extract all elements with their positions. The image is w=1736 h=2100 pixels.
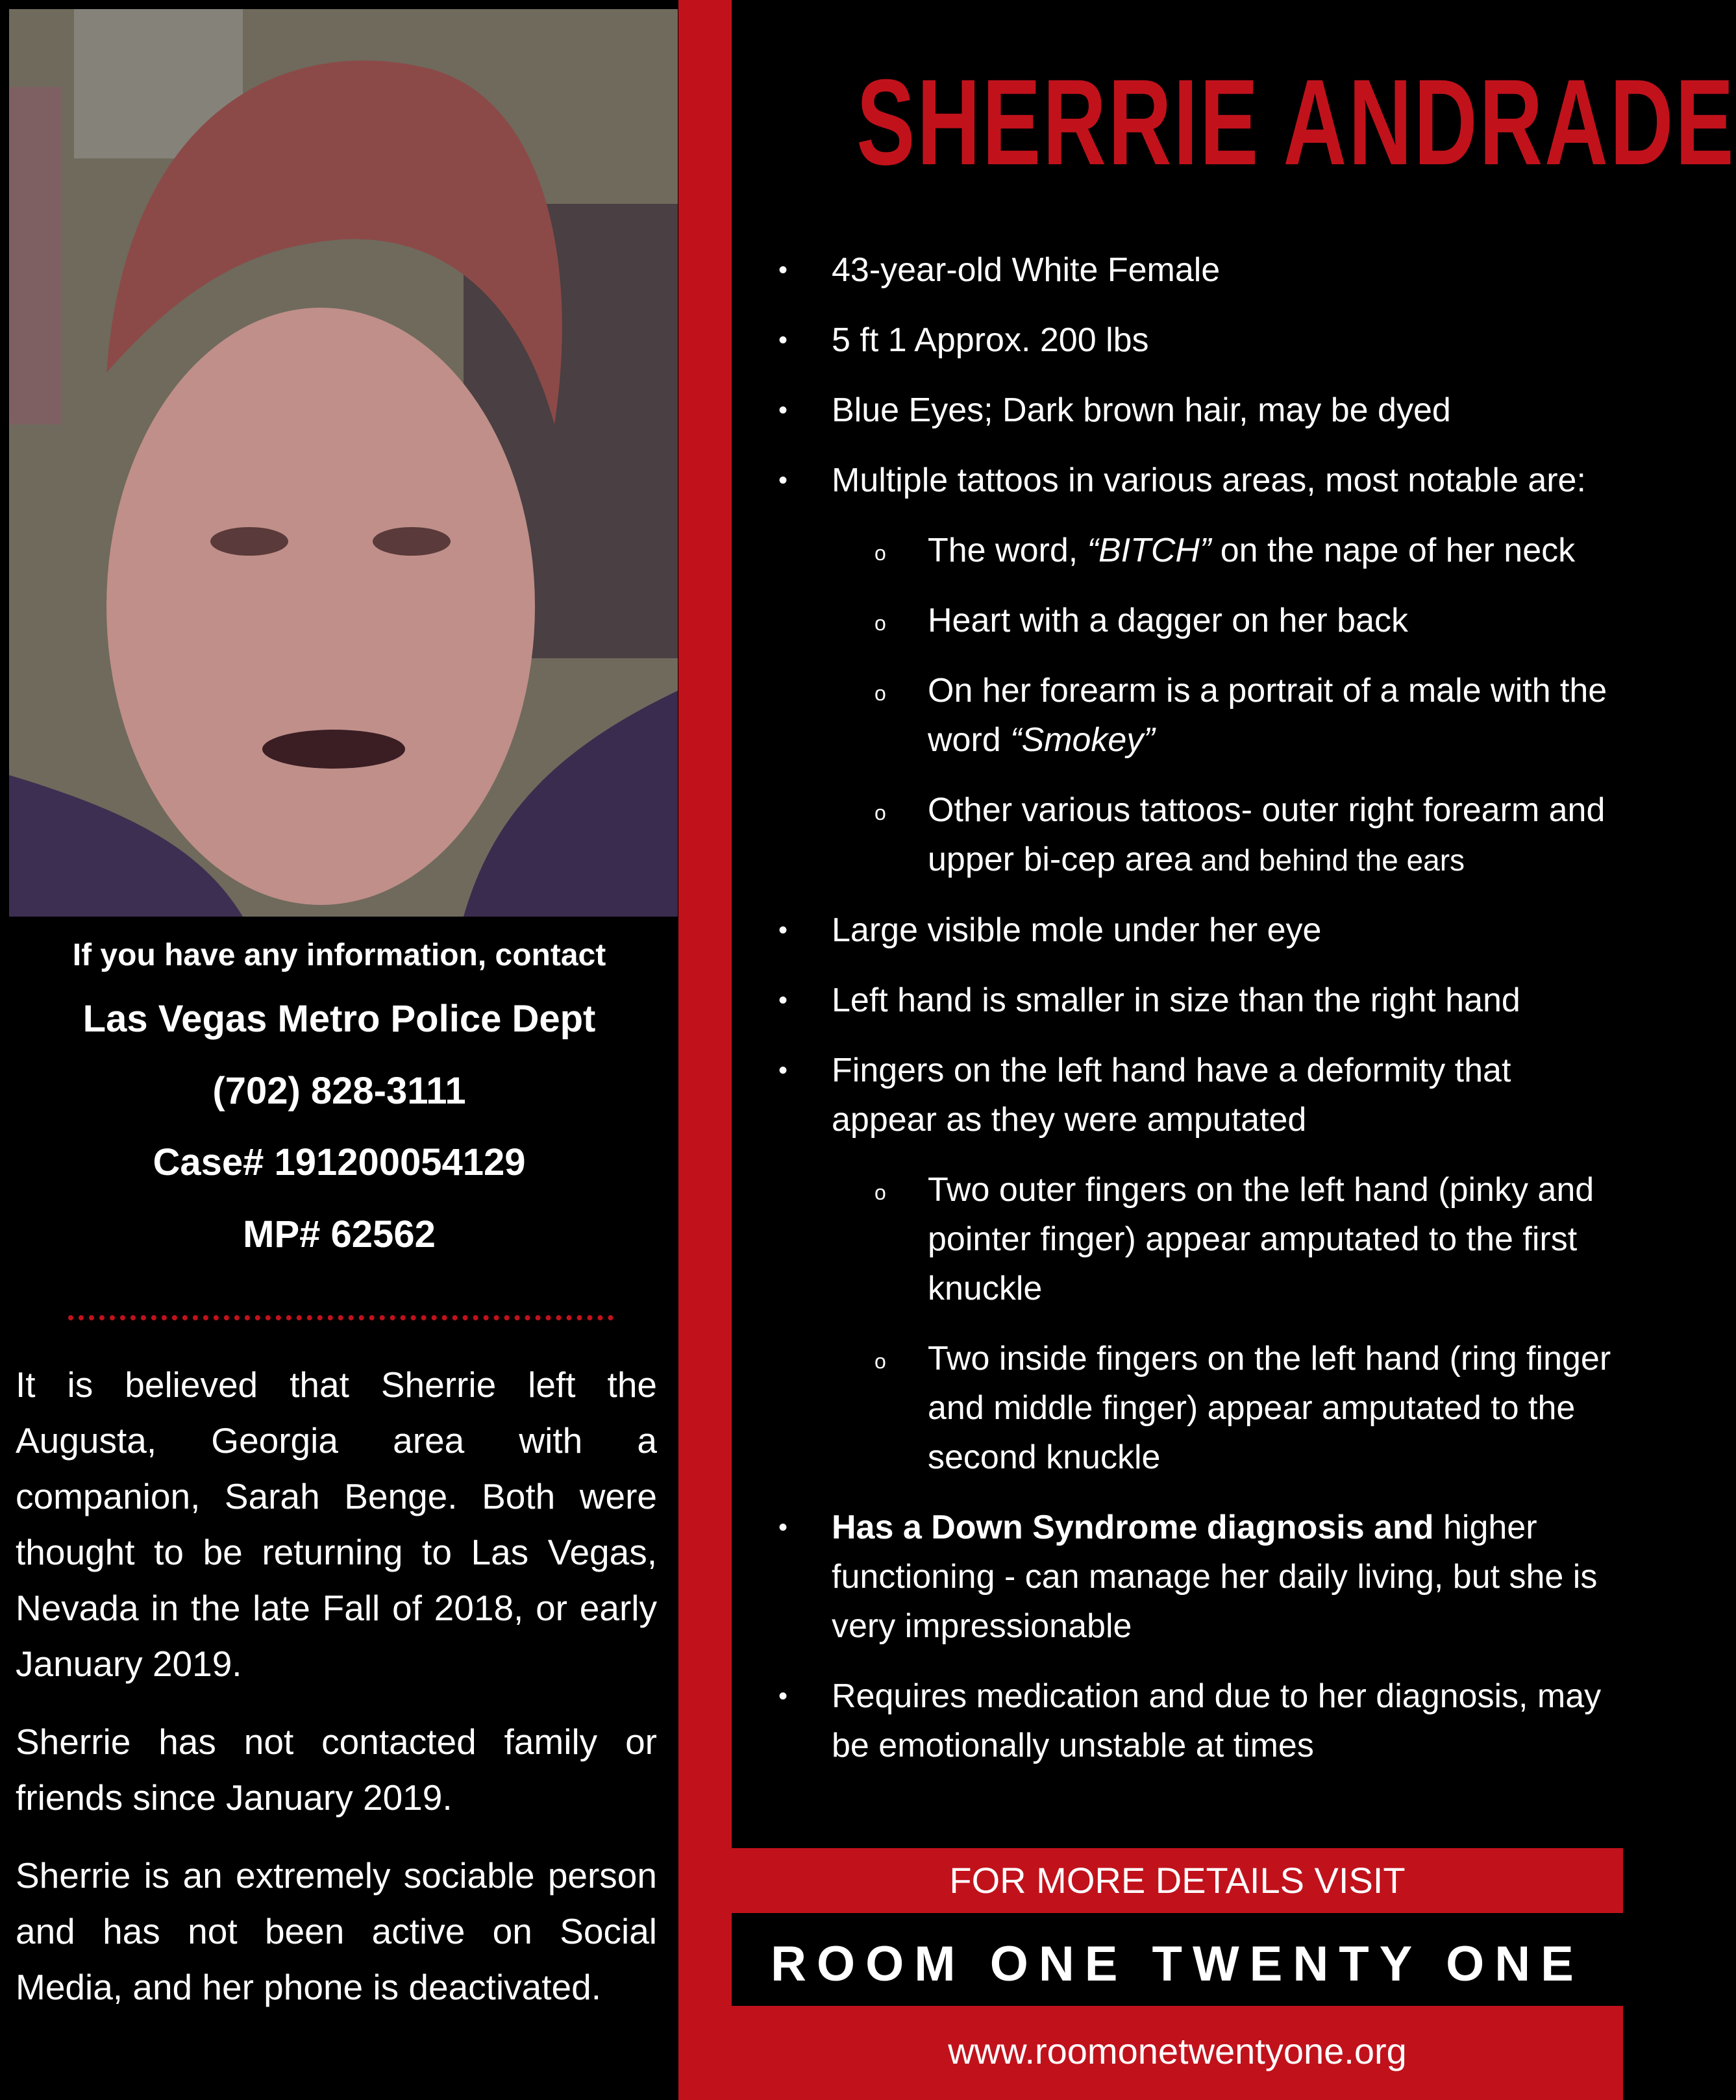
- bullet-icon: •: [778, 1682, 788, 1711]
- bullet-icon: •: [778, 986, 788, 1015]
- sub-bullet-icon: o: [874, 682, 886, 705]
- tattoo-back: o Heart with a dagger on her back: [778, 596, 1619, 645]
- portrait-image: [9, 9, 678, 917]
- tattoo-other: o Other various tattoos- outer right forearm and upper bi-cep area and behind the ears: [778, 785, 1619, 885]
- red-separator: [678, 0, 732, 2100]
- website-link[interactable]: www.roomonetwentyone.org: [732, 2006, 1623, 2100]
- sub-bullet-icon: o: [874, 1181, 886, 1204]
- fact-diagnosis: • Has a Down Syndrome diagnosis and higher functioning - can manage her daily living, but she is very impressionable: [778, 1503, 1619, 1651]
- right-column: [732, 0, 1736, 2100]
- person-name: SHERRIE ANDRADE: [856, 54, 1736, 190]
- description-list: [778, 245, 1619, 1791]
- sub-bullet-icon: o: [874, 1350, 886, 1373]
- sub-bullet-icon: o: [874, 611, 886, 635]
- organization-name: ROOM ONE TWENTY ONE: [732, 1923, 1623, 2006]
- mp-number: MP# 62562: [243, 1213, 436, 1256]
- fingers-outer: o Two outer fingers on the left hand (pinky and pointer finger) appear amputated to the first knuckle: [778, 1165, 1619, 1313]
- bullet-icon: •: [778, 466, 788, 495]
- fingers-inner: o Two inside fingers on the left hand (ring finger and middle finger) appear amputated to the second knuckle: [778, 1334, 1619, 1482]
- bullet-icon: •: [778, 916, 788, 945]
- bullet-icon: •: [778, 256, 788, 284]
- bullet-icon: •: [778, 326, 788, 354]
- fact-fingers: • Fingers on the left hand have a deformity that appear as they were amputated: [778, 1046, 1619, 1144]
- story-paragraph: It is believed that Sherrie left the Augusta, Georgia area with a companion, Sarah Benge. Both were thought to be returning to Las Vegas, Nevada in the late Fall of 2018, or early January 2019.: [16, 1365, 657, 1684]
- fact-height-weight: • 5 ft 1 Approx. 200 lbs: [778, 315, 1619, 365]
- story-paragraph: Sherrie has not contacted family or friends since January 2019.: [16, 1722, 657, 1818]
- bullet-icon: •: [778, 1056, 788, 1085]
- visit-banner: FOR MORE DETAILS VISIT: [732, 1848, 1623, 1913]
- missing-person-photo: [9, 9, 678, 917]
- story-text: [16, 1357, 657, 2037]
- sub-bullet-icon: o: [874, 541, 886, 565]
- bullet-icon: •: [778, 396, 788, 425]
- fact-age-race: • 43-year-old White Female: [778, 245, 1619, 295]
- case-number: Case# 191200054129: [153, 1141, 526, 1184]
- police-agency: Las Vegas Metro Police Dept: [82, 998, 596, 1040]
- left-column: [0, 0, 678, 2100]
- fact-hand: • Left hand is smaller in size than the right hand: [778, 976, 1619, 1025]
- dotted-divider: [68, 1315, 614, 1320]
- fact-mole: • Large visible mole under her eye: [778, 906, 1619, 955]
- phone-number: (702) 828-3111: [212, 1069, 466, 1112]
- story-paragraph: Sherrie is an extremely sociable person and has not been active on Social Media, and her phone is deactivated.: [16, 1855, 657, 2007]
- fact-eyes-hair: • Blue Eyes; Dark brown hair, may be dyed: [778, 386, 1619, 435]
- sub-bullet-icon: o: [874, 801, 886, 824]
- fact-tattoos: • Multiple tattoos in various areas, most notable are:: [778, 456, 1619, 505]
- contact-block: [0, 935, 678, 1257]
- tattoo-forearm: o On her forearm is a portrait of a male with the word “Smokey”: [778, 666, 1619, 765]
- bullet-icon: •: [778, 1513, 788, 1542]
- contact-lead: If you have any information, contact: [72, 938, 606, 972]
- fact-medication: • Requires medication and due to her diagnosis, may be emotionally unstable at times: [778, 1672, 1619, 1770]
- tattoo-neck: o The word, “BITCH” on the nape of her neck: [778, 526, 1619, 575]
